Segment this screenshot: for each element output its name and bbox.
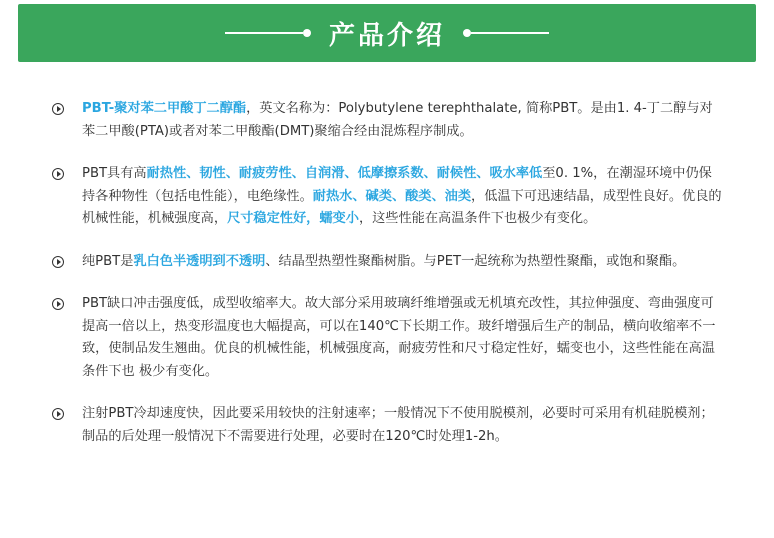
- intro-text-3: [82, 254, 685, 269]
- header-right-line: [471, 32, 549, 34]
- header-left-dot: [303, 29, 311, 37]
- header-left-line: [225, 32, 303, 34]
- play-circle-icon: [52, 168, 64, 180]
- highlight-text: 耐热水、碱类、酸类、油类: [312, 188, 472, 204]
- body-text: PBT缺口冲击强度低，成型收缩率大。故大部分采用玻璃纤维增强或无机填充改性，其拉伸强度、弯曲强度可提高一倍以上，热变形温度也大幅提高，可以在140℃下长期工作。玻纤增强后生产的制品，横向收缩率不一致，使制品发生翘曲。优良的机械性能，机械强度高，耐疲劳性和尺寸稳定性好，蠕变也小，这些性能在高温条件下也 极少有变化。: [82, 296, 716, 379]
- intro-item-2: [52, 163, 722, 231]
- intro-text-1: [82, 101, 713, 139]
- intro-text-2: [82, 166, 722, 226]
- body-text: PBT具有高: [82, 166, 147, 181]
- body-text: ，这些性能在高温条件下也极少有变化。: [358, 211, 597, 226]
- intro-content: [52, 98, 722, 448]
- highlight-text: 耐热性、韧性、耐疲劳性、自润滑、低摩擦系数、耐候性、吸水率低: [146, 166, 543, 181]
- play-circle-icon: [52, 408, 64, 420]
- header-right-dot: [463, 29, 471, 37]
- body-text: 纯PBT是: [82, 253, 134, 269]
- play-circle-icon: [52, 298, 64, 310]
- intro-text-4: [82, 296, 715, 379]
- body-text: ，低温下可迅速结晶，成型性良好。优良的机械性能，机械强度高，: [82, 188, 722, 226]
- intro-item-4: [52, 293, 722, 383]
- play-circle-icon: [52, 103, 64, 115]
- play-circle-icon: [52, 256, 64, 268]
- body-text: 、结晶型热塑性聚酯树脂。与PET一起统称为热塑性聚酯，或饱和聚酯。: [265, 253, 686, 269]
- header-banner-inner: [18, 4, 756, 62]
- intro-item-3: [52, 251, 722, 274]
- highlight-text: 尺寸稳定性好，蠕变小: [227, 211, 359, 226]
- body-text: 至0. 1%，在潮湿环境中仍保持各种物性（包括电性能），电绝缘性。: [82, 166, 712, 204]
- intro-item-5: [52, 403, 722, 448]
- intro-item-1: [52, 98, 722, 143]
- highlight-text: PBT-聚对苯二甲酸丁二醇酯: [82, 101, 247, 116]
- highlight-text: 乳白色半透明到不透明: [133, 253, 266, 269]
- intro-text-5: [82, 406, 714, 444]
- header-banner: [18, 4, 756, 62]
- body-text: ，英文名称为：Polybutylene terephthalate, 简称PBT。是由1. 4-丁二醇与对苯二甲酸(PTA)或者对苯二甲酸酯(DMT)聚缩合经由混炼程序制成。: [82, 101, 713, 139]
- page-title: 产品介绍: [328, 20, 445, 51]
- body-text: 注射PBT冷却速度快，因此要采用较快的注射速率；一般情况下不使用脱模剂，必要时可采用有机硅脱模剂；制品的后处理一般情况下不需要进行处理，必要时在120℃时处理1-2h。: [82, 406, 714, 444]
